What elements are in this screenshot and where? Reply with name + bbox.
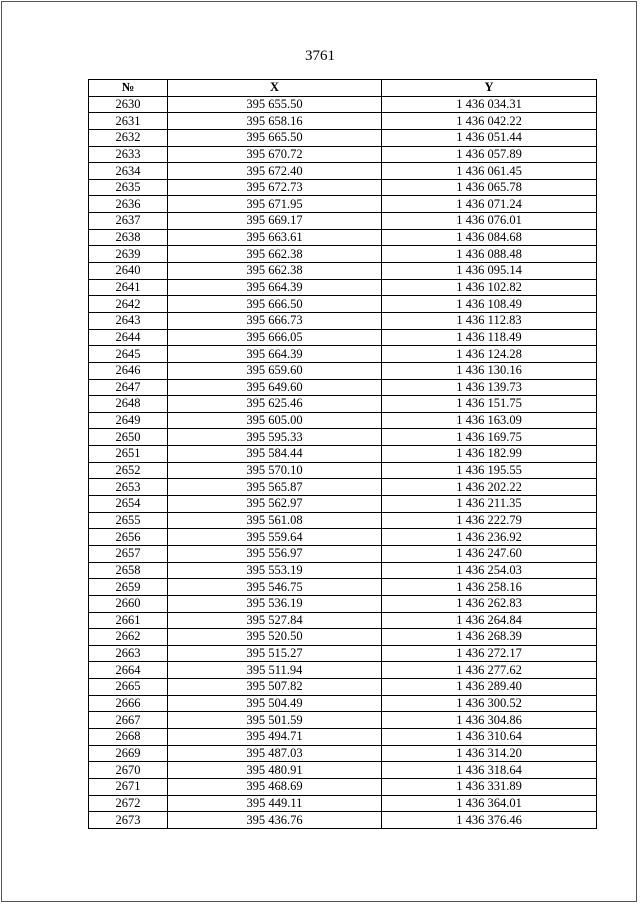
cell-number: 2655 <box>89 512 168 529</box>
cell-x: 395 649.60 <box>168 379 382 396</box>
cell-number: 2640 <box>89 263 168 280</box>
cell-number: 2644 <box>89 329 168 346</box>
table-row <box>89 695 597 712</box>
cell-y: 1 436 076.01 <box>382 213 597 230</box>
table-row <box>89 229 597 246</box>
cell-x: 395 559.64 <box>168 529 382 546</box>
cell-y: 1 436 124.28 <box>382 346 597 363</box>
cell-y: 1 436 264.84 <box>382 612 597 629</box>
cell-number: 2660 <box>89 595 168 612</box>
cell-x: 395 501.59 <box>168 712 382 729</box>
cell-number: 2659 <box>89 579 168 596</box>
cell-x: 395 662.38 <box>168 246 382 263</box>
cell-x: 395 658.16 <box>168 113 382 130</box>
cell-number: 2656 <box>89 529 168 546</box>
cell-y: 1 436 211.35 <box>382 496 597 513</box>
cell-y: 1 436 057.89 <box>382 146 597 163</box>
cell-number: 2665 <box>89 679 168 696</box>
cell-x: 395 553.19 <box>168 562 382 579</box>
cell-x: 395 605.00 <box>168 412 382 429</box>
table-row <box>89 579 597 596</box>
cell-x: 395 570.10 <box>168 462 382 479</box>
cell-y: 1 436 051.44 <box>382 129 597 146</box>
cell-y: 1 436 195.55 <box>382 462 597 479</box>
cell-x: 395 562.97 <box>168 496 382 513</box>
table-row <box>89 512 597 529</box>
cell-y: 1 436 277.62 <box>382 662 597 679</box>
table-row <box>89 795 597 812</box>
cell-y: 1 436 088.48 <box>382 246 597 263</box>
cell-number: 2633 <box>89 146 168 163</box>
table-row <box>89 595 597 612</box>
table-row <box>89 728 597 745</box>
cell-x: 395 595.33 <box>168 429 382 446</box>
table-row <box>89 329 597 346</box>
cell-y: 1 436 118.49 <box>382 329 597 346</box>
table-row <box>89 562 597 579</box>
cell-x: 395 666.50 <box>168 296 382 313</box>
cell-number: 2666 <box>89 695 168 712</box>
cell-x: 395 669.17 <box>168 213 382 230</box>
cell-x: 395 436.76 <box>168 812 382 829</box>
header-number: № <box>89 80 168 97</box>
cell-number: 2670 <box>89 762 168 779</box>
cell-number: 2673 <box>89 812 168 829</box>
cell-number: 2636 <box>89 196 168 213</box>
table-row <box>89 96 597 113</box>
table-row <box>89 812 597 829</box>
table-row <box>89 712 597 729</box>
cell-y: 1 436 108.49 <box>382 296 597 313</box>
table-row <box>89 196 597 213</box>
cell-y: 1 436 112.83 <box>382 312 597 329</box>
cell-y: 1 436 163.09 <box>382 412 597 429</box>
cell-x: 395 561.08 <box>168 512 382 529</box>
cell-y: 1 436 102.82 <box>382 279 597 296</box>
table-row <box>89 163 597 180</box>
cell-x: 395 672.73 <box>168 179 382 196</box>
table-row <box>89 662 597 679</box>
cell-number: 2664 <box>89 662 168 679</box>
cell-number: 2639 <box>89 246 168 263</box>
cell-y: 1 436 169.75 <box>382 429 597 446</box>
cell-number: 2671 <box>89 778 168 795</box>
cell-number: 2667 <box>89 712 168 729</box>
cell-x: 395 672.40 <box>168 163 382 180</box>
cell-number: 2669 <box>89 745 168 762</box>
cell-x: 395 665.50 <box>168 129 382 146</box>
cell-y: 1 436 071.24 <box>382 196 597 213</box>
cell-y: 1 436 042.22 <box>382 113 597 130</box>
table-row <box>89 529 597 546</box>
table-header-row <box>89 80 597 97</box>
cell-number: 2635 <box>89 179 168 196</box>
cell-y: 1 436 262.83 <box>382 595 597 612</box>
table-row <box>89 113 597 130</box>
cell-number: 2668 <box>89 728 168 745</box>
cell-y: 1 436 061.45 <box>382 163 597 180</box>
cell-y: 1 436 151.75 <box>382 396 597 413</box>
page-number: 3761 <box>305 48 335 64</box>
cell-y: 1 436 314.20 <box>382 745 597 762</box>
cell-x: 395 662.38 <box>168 263 382 280</box>
table-row <box>89 146 597 163</box>
cell-number: 2651 <box>89 446 168 463</box>
header-x: X <box>168 80 382 97</box>
cell-y: 1 436 304.86 <box>382 712 597 729</box>
table-row <box>89 279 597 296</box>
table-row <box>89 762 597 779</box>
cell-y: 1 436 236.92 <box>382 529 597 546</box>
table-row <box>89 679 597 696</box>
table-row <box>89 346 597 363</box>
cell-number: 2642 <box>89 296 168 313</box>
cell-number: 2662 <box>89 629 168 646</box>
table-row <box>89 246 597 263</box>
cell-y: 1 436 247.60 <box>382 545 597 562</box>
table-row <box>89 462 597 479</box>
table-row <box>89 312 597 329</box>
cell-number: 2663 <box>89 645 168 662</box>
table-row <box>89 412 597 429</box>
table-row <box>89 645 597 662</box>
cell-y: 1 436 300.52 <box>382 695 597 712</box>
cell-number: 2650 <box>89 429 168 446</box>
table-row <box>89 429 597 446</box>
cell-x: 395 664.39 <box>168 279 382 296</box>
cell-number: 2647 <box>89 379 168 396</box>
cell-number: 2638 <box>89 229 168 246</box>
cell-number: 2653 <box>89 479 168 496</box>
cell-x: 395 504.49 <box>168 695 382 712</box>
cell-y: 1 436 095.14 <box>382 263 597 280</box>
cell-number: 2657 <box>89 545 168 562</box>
cell-number: 2654 <box>89 496 168 513</box>
table-row <box>89 296 597 313</box>
cell-number: 2632 <box>89 129 168 146</box>
cell-y: 1 436 182.99 <box>382 446 597 463</box>
cell-y: 1 436 268.39 <box>382 629 597 646</box>
cell-y: 1 436 376.46 <box>382 812 597 829</box>
cell-number: 2630 <box>89 96 168 113</box>
table-row <box>89 379 597 396</box>
cell-x: 395 487.03 <box>168 745 382 762</box>
table-row <box>89 612 597 629</box>
cell-x: 395 666.05 <box>168 329 382 346</box>
cell-x: 395 664.39 <box>168 346 382 363</box>
cell-number: 2641 <box>89 279 168 296</box>
table-body <box>89 96 597 828</box>
cell-x: 395 666.73 <box>168 312 382 329</box>
cell-y: 1 436 139.73 <box>382 379 597 396</box>
cell-number: 2649 <box>89 412 168 429</box>
cell-x: 395 480.91 <box>168 762 382 779</box>
cell-y: 1 436 310.64 <box>382 728 597 745</box>
cell-x: 395 494.71 <box>168 728 382 745</box>
cell-y: 1 436 065.78 <box>382 179 597 196</box>
cell-number: 2672 <box>89 795 168 812</box>
cell-x: 395 536.19 <box>168 595 382 612</box>
cell-x: 395 565.87 <box>168 479 382 496</box>
cell-number: 2643 <box>89 312 168 329</box>
cell-number: 2631 <box>89 113 168 130</box>
cell-x: 395 515.27 <box>168 645 382 662</box>
table-row <box>89 362 597 379</box>
cell-y: 1 436 272.17 <box>382 645 597 662</box>
cell-x: 395 655.50 <box>168 96 382 113</box>
cell-number: 2634 <box>89 163 168 180</box>
cell-y: 1 436 289.40 <box>382 679 597 696</box>
cell-y: 1 436 084.68 <box>382 229 597 246</box>
coordinates-table <box>88 79 597 829</box>
cell-x: 395 556.97 <box>168 545 382 562</box>
cell-number: 2646 <box>89 362 168 379</box>
cell-x: 395 659.60 <box>168 362 382 379</box>
cell-x: 395 663.61 <box>168 229 382 246</box>
table-row <box>89 263 597 280</box>
cell-y: 1 436 254.03 <box>382 562 597 579</box>
cell-y: 1 436 130.16 <box>382 362 597 379</box>
cell-y: 1 436 034.31 <box>382 96 597 113</box>
header-y: Y <box>382 80 597 97</box>
cell-number: 2637 <box>89 213 168 230</box>
cell-number: 2648 <box>89 396 168 413</box>
cell-y: 1 436 258.16 <box>382 579 597 596</box>
cell-x: 395 520.50 <box>168 629 382 646</box>
cell-y: 1 436 222.79 <box>382 512 597 529</box>
cell-x: 395 527.84 <box>168 612 382 629</box>
table-row <box>89 446 597 463</box>
table-row <box>89 179 597 196</box>
cell-x: 395 625.46 <box>168 396 382 413</box>
cell-x: 395 546.75 <box>168 579 382 596</box>
table-row <box>89 496 597 513</box>
cell-number: 2658 <box>89 562 168 579</box>
cell-x: 395 449.11 <box>168 795 382 812</box>
cell-number: 2645 <box>89 346 168 363</box>
cell-y: 1 436 318.64 <box>382 762 597 779</box>
table-row <box>89 129 597 146</box>
cell-x: 395 671.95 <box>168 196 382 213</box>
cell-number: 2652 <box>89 462 168 479</box>
cell-y: 1 436 331.89 <box>382 778 597 795</box>
cell-x: 395 507.82 <box>168 679 382 696</box>
table-row <box>89 629 597 646</box>
cell-y: 1 436 364.01 <box>382 795 597 812</box>
cell-x: 395 670.72 <box>168 146 382 163</box>
table-row <box>89 745 597 762</box>
cell-x: 395 584.44 <box>168 446 382 463</box>
cell-x: 395 468.69 <box>168 778 382 795</box>
table-row <box>89 479 597 496</box>
cell-number: 2661 <box>89 612 168 629</box>
cell-y: 1 436 202.22 <box>382 479 597 496</box>
table-row <box>89 213 597 230</box>
table-row <box>89 778 597 795</box>
table-row <box>89 545 597 562</box>
cell-x: 395 511.94 <box>168 662 382 679</box>
table-row <box>89 396 597 413</box>
